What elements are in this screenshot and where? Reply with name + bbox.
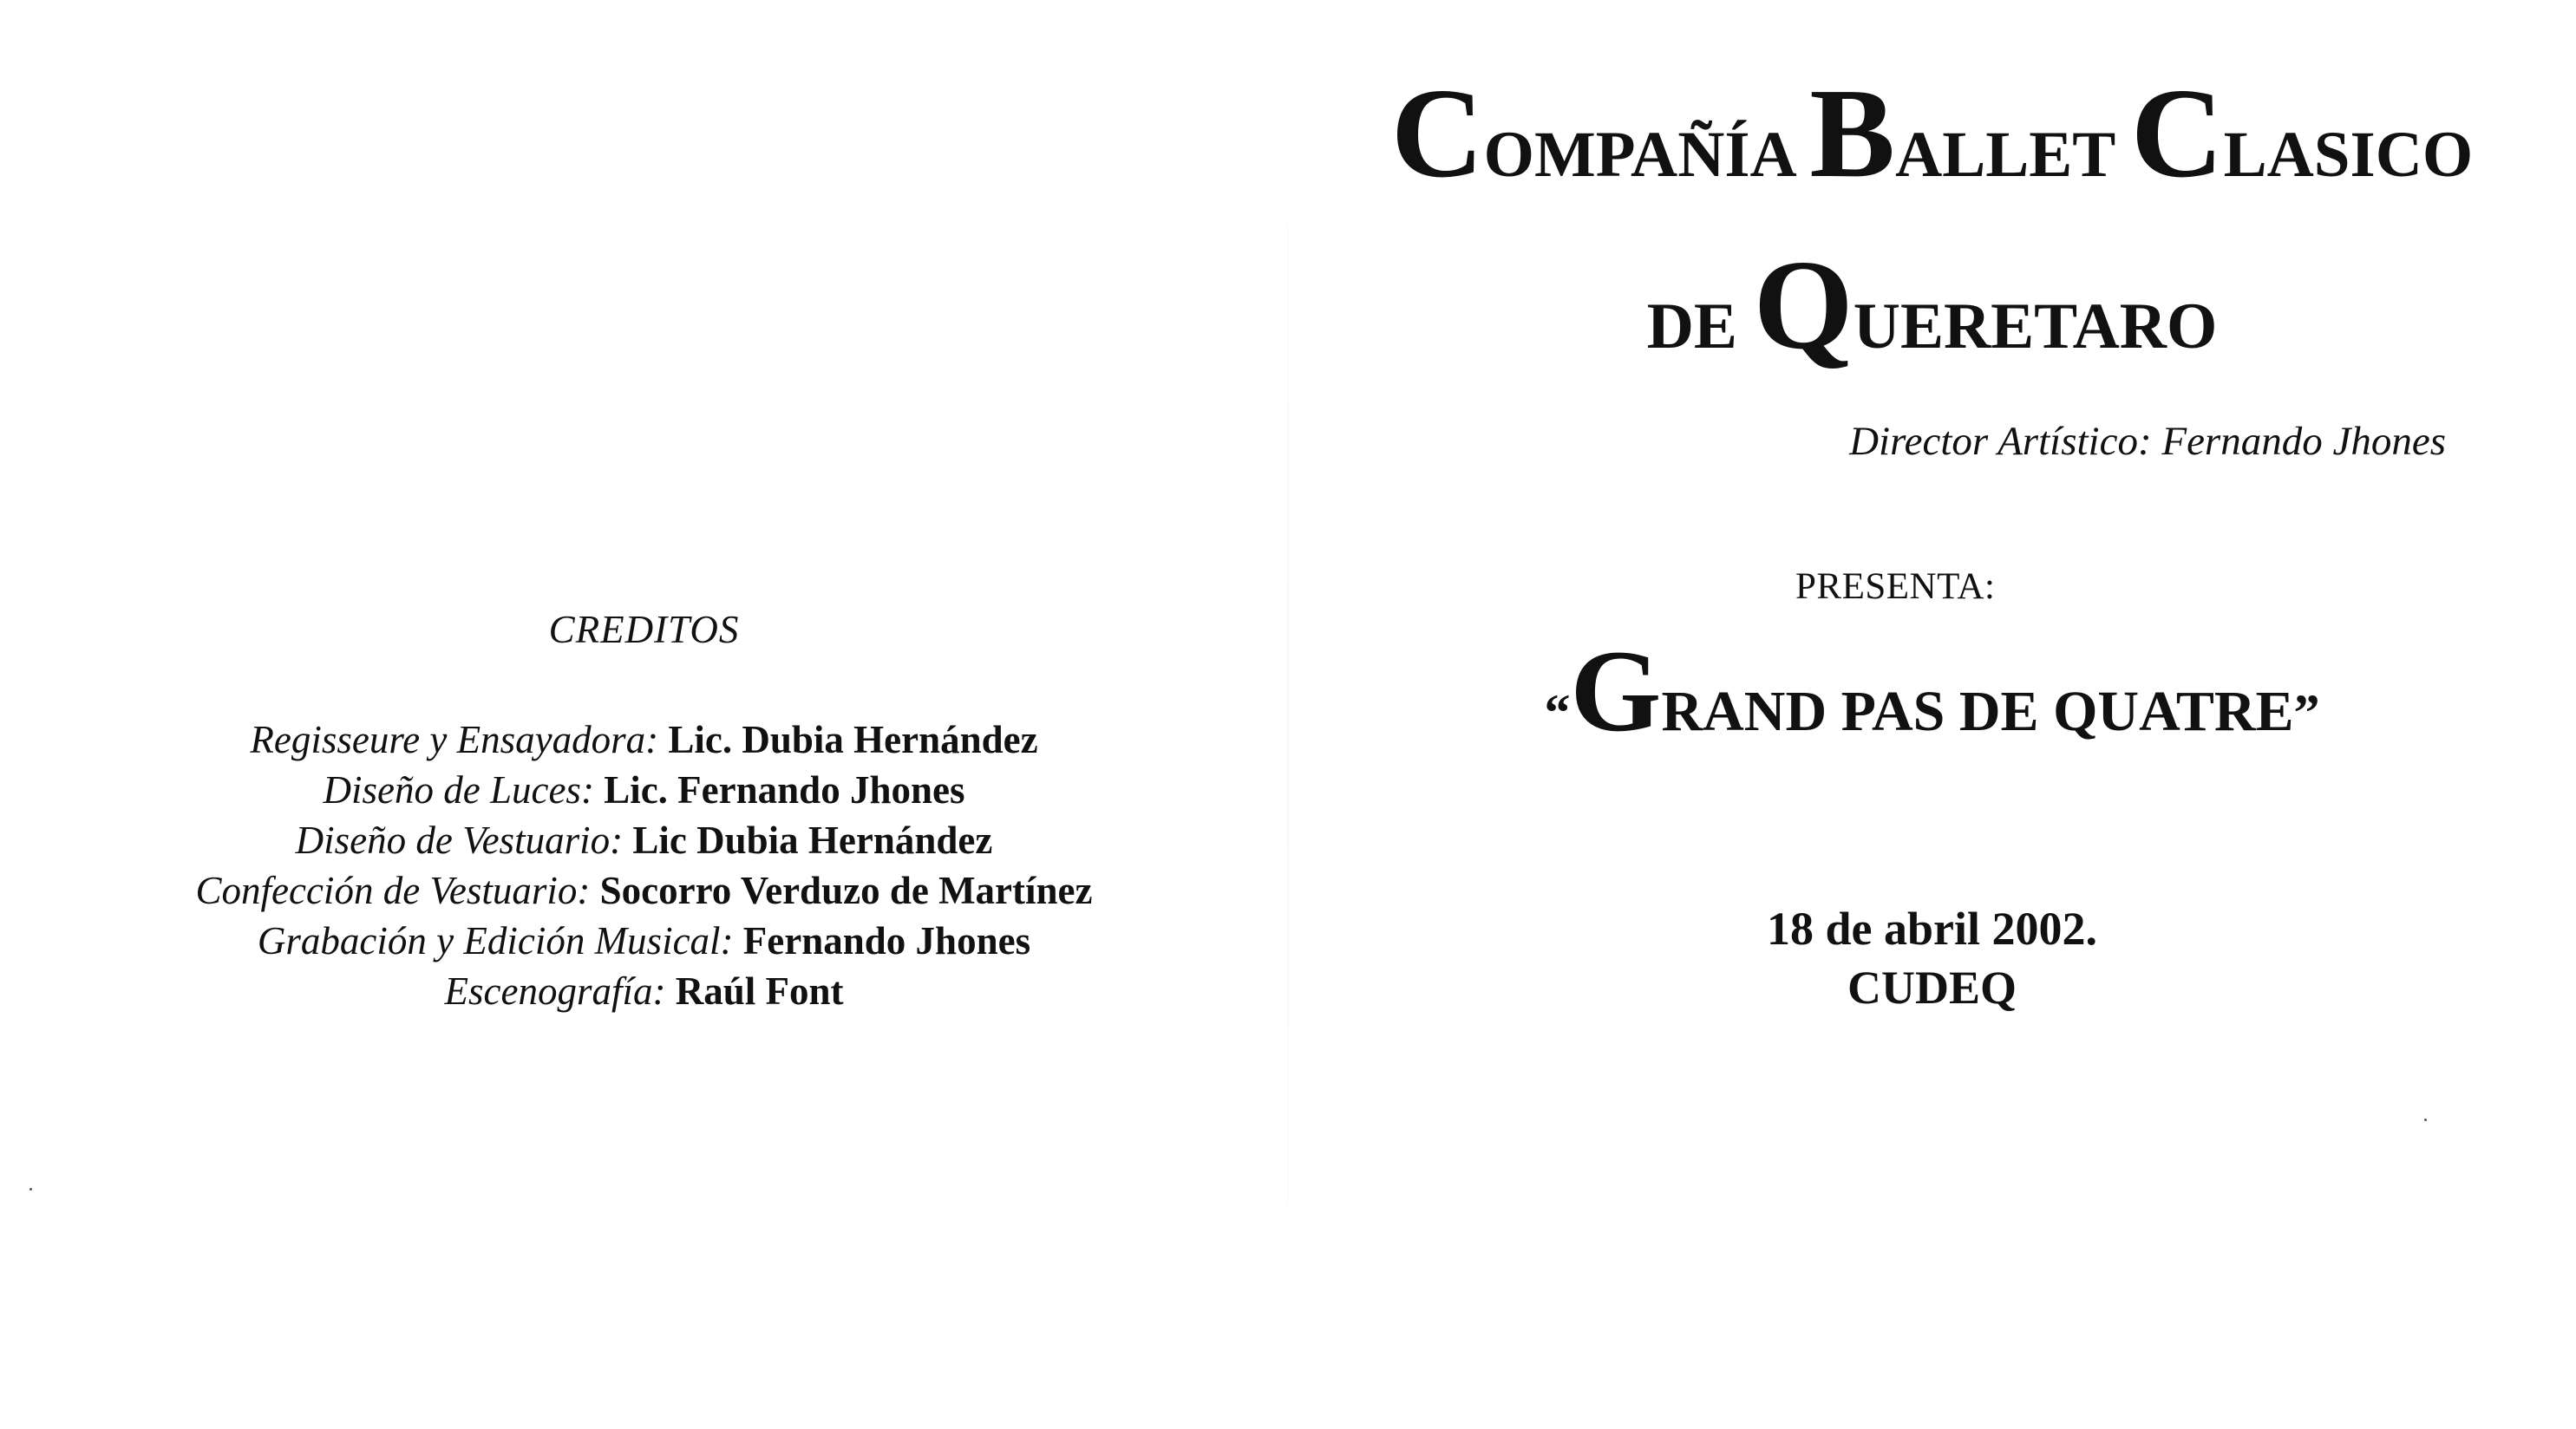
credit-line (0, 916, 1288, 966)
title-word-rest: LASICO (2223, 119, 2474, 191)
credit-role: Escenografía: (444, 969, 666, 1013)
company-title-line-2 (1288, 234, 2576, 376)
credits-section (0, 607, 1288, 1016)
title-initial: C (2130, 62, 2224, 205)
credit-role: Confección de Vestuario: (195, 869, 591, 912)
artistic-director: Director Artístico: Fernando Jhones (1849, 419, 2446, 464)
title-word-rest: UERETARO (1853, 290, 2218, 362)
credit-line (0, 765, 1288, 815)
credit-line (0, 815, 1288, 865)
credit-role: Diseño de Vestuario: (295, 819, 624, 862)
credit-name: Raúl Font (675, 969, 844, 1013)
title-word-rest: OMPAÑÍA (1483, 119, 1794, 191)
title-initial: B (1809, 62, 1896, 205)
credit-name: Fernando Jhones (742, 919, 1031, 962)
credit-line (0, 714, 1288, 765)
credit-line (0, 966, 1288, 1016)
title-initial: C (1390, 62, 1484, 205)
show-title (1288, 627, 2576, 756)
open-quote: “ (1544, 684, 1571, 741)
presents-label: PRESENTA: (1795, 566, 1996, 607)
credit-name: Socorro Verduzo de Martínez (599, 869, 1093, 912)
credits-heading: CREDITOS (548, 608, 740, 651)
title-word-rest: ALLET (1895, 119, 2115, 191)
scan-speck (2424, 1119, 2427, 1121)
credit-role: Regisseure y Ensayadora: (250, 718, 659, 761)
credit-name: Lic. Fernando Jhones (604, 768, 965, 812)
event-venue: CUDEQ (1847, 962, 2017, 1014)
close-quote: ” (2293, 684, 2320, 741)
company-title-line-1 (1288, 62, 2576, 205)
credit-line (0, 865, 1288, 916)
title-word: DE (1646, 290, 1737, 362)
show-title-initial: G (1570, 627, 1662, 756)
credit-name: Lic Dubia Hernández (632, 819, 993, 862)
company-title (1288, 62, 2576, 376)
scan-speck (29, 1188, 32, 1191)
show-title-rest: RAND PAS DE QUATRE (1661, 680, 2294, 743)
title-initial: Q (1753, 234, 1854, 376)
event-date: 18 de abril 2002. (1766, 903, 2097, 955)
credit-role: Grabación y Edición Musical: (257, 919, 734, 962)
credit-name: Lic. Dubia Hernández (668, 718, 1038, 761)
credit-role: Diseño de Luces: (323, 768, 594, 812)
